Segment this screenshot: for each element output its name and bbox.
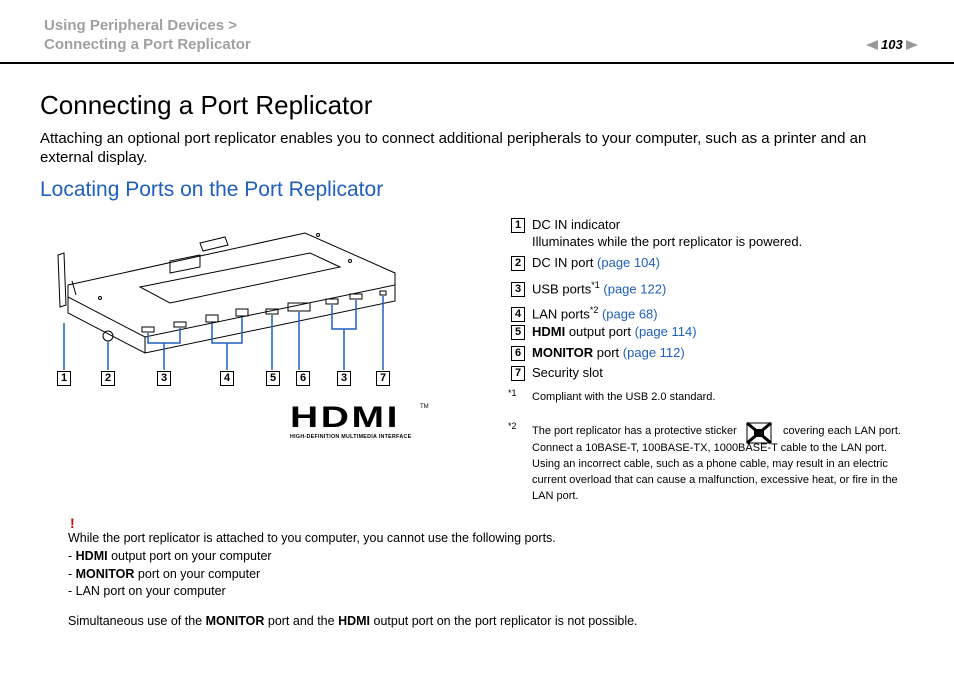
note-text: - [68,567,76,581]
callout-5: 5 [266,371,280,386]
page-link[interactable]: (page 68) [601,306,658,322]
note-bold: HDMI [338,614,371,628]
note-line-2 [68,612,638,630]
hdmi-logo-subtext: HIGH-DEFINITION MULTIMEDIA INTERFACE [290,434,412,440]
port-desc: Illuminates while the port replicator is powered. [532,234,803,250]
port-item-2 [511,254,660,271]
note-bold: HDMI [75,549,108,563]
footnote-ref[interactable]: *1 [591,280,600,290]
intro-text: Attaching an optional port replicator enables you to connect additional peripherals to your computer, such as a printer and an external display. [40,130,867,166]
note-item-3: - LAN port on your computer [68,584,226,598]
page-link[interactable]: (page 112) [622,345,685,360]
port-item-4 [511,302,658,322]
section-title: Locating Ports on the Port Replicator [40,178,384,201]
page-title: Connecting a Port Replicator [40,90,373,120]
note-text: Simultaneous use of the [68,614,206,628]
port-replicator-illustration [50,225,410,375]
lan-sticker-icon [746,422,772,444]
page-link[interactable]: (page 114) [634,324,697,339]
breadcrumb-current[interactable]: Connecting a Port Replicator [44,36,251,53]
note-text: port and the [264,614,339,628]
note-item-2 [68,565,260,583]
header-divider [0,62,954,64]
hdmi-logo-tm: TM [420,404,429,410]
footnote-mark: *1 [508,388,517,398]
callout-7: 7 [376,371,390,386]
port-num-badge: 6 [511,346,525,361]
note-bold: MONITOR [205,614,265,628]
note-line-1: While the port replicator is attached to you computer, you cannot use the following ports. [68,531,556,545]
hdmi-logo [290,401,430,444]
port-item-6 [511,344,685,361]
port-item-5 [511,323,697,340]
alert-icon: ! [70,515,75,531]
footnote-text: The port replicator has a protective sticker [532,424,737,437]
port-num-badge: 5 [511,325,525,340]
note-text: output port on the port replicator is not possible. [370,614,638,628]
replicator-body-top [68,233,395,337]
footnote-text: covering each LAN port. [782,424,901,437]
note-text: - [68,549,76,563]
note-text: port on your computer [134,567,261,581]
port-label: USB ports [532,281,592,297]
page-nav [866,37,918,52]
port-num-badge: 2 [511,256,525,271]
breadcrumb-parent[interactable]: Using Peripheral Devices > [44,17,238,34]
port-num-badge: 1 [511,218,525,233]
note-item-1 [68,547,272,565]
callout-3b: 3 [337,371,351,386]
prev-page-icon[interactable] [866,40,878,50]
footnote-ref[interactable]: *2 [589,305,599,315]
callout-6: 6 [296,371,310,386]
port-num-badge: 3 [511,282,525,297]
port-label: DC IN indicator [532,217,621,232]
port-item-1 [511,216,802,250]
page-number: 103 [881,37,903,52]
port-label-bold: HDMI [532,324,566,339]
port-num-badge: 4 [511,307,525,322]
port-label: LAN ports [532,306,590,322]
port-label: output port [565,324,631,339]
callout-4: 4 [220,371,234,386]
port-num-badge: 7 [511,366,525,381]
port-label-bold: MONITOR [532,345,594,360]
port-item-7 [511,364,603,381]
next-page-icon[interactable] [906,40,918,50]
port-label: Security slot [532,365,603,380]
callout-2: 2 [101,371,115,386]
port-label: port [593,345,620,360]
port-item-3 [511,277,666,297]
callout-1: 1 [57,371,71,386]
port-label: DC IN port [532,255,594,270]
footnote-mark: *2 [508,421,517,431]
footnote-text: Connect a 10BASE-T, 100BASE-TX, 1000BASE-T cable to the LAN port. Using an incorrect cable, such as a phone cable, may result in an electric current overload that can cause a malfunction, excessive heat, or fire in the LAN port. [532,442,898,502]
hdmi-logo-wordmark: HDMI [290,401,401,434]
callout-3a: 3 [157,371,171,386]
note-text: output port on your computer [107,549,272,563]
footnote-text: Compliant with the USB 2.0 standard. [532,391,716,403]
page-link[interactable]: (page 122) [603,281,667,297]
page-link[interactable]: (page 104) [597,255,660,270]
note-bold: MONITOR [75,567,135,581]
